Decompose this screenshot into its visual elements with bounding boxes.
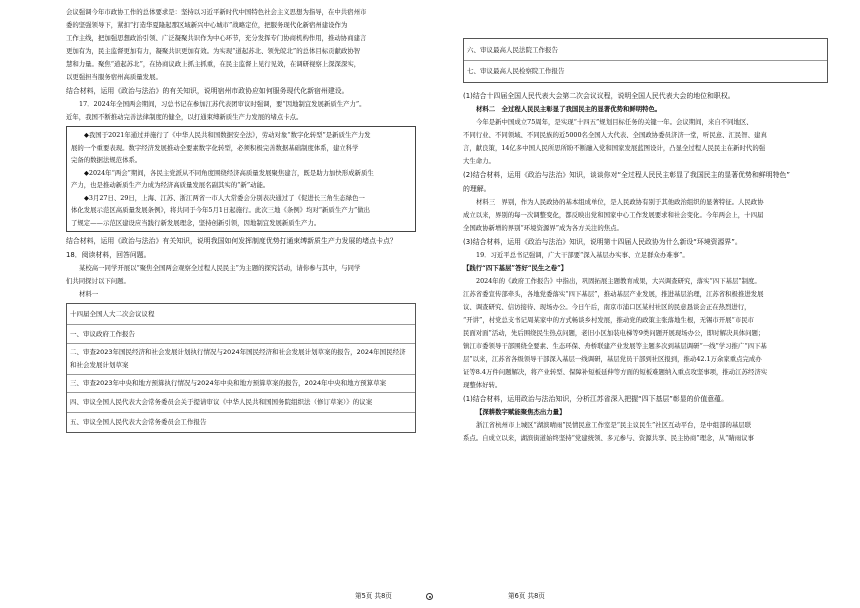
intro-line: 工作主线，把加强思想政治引领、广泛凝聚共识作为中心环节，充分发挥专门协商机构作用，推动协商建言 [66,34,367,42]
agenda-item: 一、审议政府工作报告 [67,325,415,345]
material-1-label: 材料一 [79,290,99,298]
box-line: 展的一个重要表现。数字经济发展推动全要素数字化转型，必须积极完善数据基础制度体系，建立科学 [71,143,359,152]
intro-line: 会议强调今年市政协工作的总体要求是：坚持以习近平新时代中国特色社会主义思想为指导，在中共宿州市 [66,8,367,16]
question-19-subtitle: 【践行“四下基层”答好“民生之卷”】 [463,264,568,272]
question-17-line: 近年，我国不断推动完善法律制度的健全，以打通束缚新质生产力发展的堵点卡点。 [66,113,303,121]
page-number-right: 第6页 共8页 [508,592,545,600]
box-line: 完备的数据法规范体系。 [71,156,142,164]
question-17-ask: 结合材料，运用《政治与法治》有关知识，说明我国如何发挥制度优势打通束缚新质生产力发展的堵点卡点？ [66,237,397,245]
q19-para-line: 现整体好转。 [463,381,502,389]
q19-para2-line: 浙江省杭州市上城区“湖滨晴雨”民情民意工作室是“民主议民生”社区互动平台，是中组部的基层联 [476,421,752,429]
agenda-item: 七、审议最高人民检察院工作报告 [467,67,565,75]
agenda-item: 六、审议最高人民法院工作报告 [464,40,827,61]
material-2-line: 今年是新中国成立75周年，是实现“十四五”规划目标任务的关键一年。会议期间，来自不同地区、 [476,118,753,126]
question-17-line: 17．2024年全国两会期间，习总书记在参加江苏代表团审议时强调，要“因地制宜发展新质生产力”。 [79,100,366,108]
material-3-line: 成立以来，界别的每一次调整变化，都反映出党和国家中心工作发展要求和社会变化。今年两会上，十四届 [463,211,764,219]
question-18-head: 18．阅读材料，回答问题。 [66,251,151,259]
agenda-title: 十四届全国人大二次会议议程 [67,305,415,325]
agenda-table [66,303,416,433]
question-19-1: (1)结合材料，运用政治与法治知识，分析江苏省深入把握“四下基层”彰显的价值意蕴。 [463,395,728,403]
agenda-item: 二、审查2023年国民经济和社会发展计划执行情况与2024年国民经济和社会发展计划草案的报告，2024年国民经济和社会发展计划草案 [67,344,415,375]
box-line: 产力，也是推动新质生产力成为经济高质量发展名副其实的“新”动能。 [71,181,270,189]
box-line: ◆2024年“两会”期间，各民主党派从不同角度围绕经济高质量发展聚焦建言，既是助力加快形成新质生 [84,168,374,177]
right-page [430,0,860,608]
q19-para-line: 镇江市委领导干部围绕全要素、生态环保、舟桥联建产业发展等主题多次到基层调研“一线”学习推广“四下基 [463,342,767,350]
box-line: ◆3月27日、29日，上海、江苏、浙江两省一市人大常委会分别表决通过了《促进长三角生态绿色一 [84,193,365,202]
left-column [66,6,416,433]
material-box [66,126,416,232]
q19-para-line: 证等8.4万件问题解决，将产业转型、保障补短板延伸等方面的短板难题纳入重点攻坚事项，推动江苏经济实 [463,368,768,376]
question-16-prompt: 结合材料，运用《政治与法治》的有关知识，说明宿州市政协应如何服务现代化新宿州建设。 [66,87,349,95]
box-line: 了规定——示范区建设应当践行新发展理念，坚持创新引领，因地制宜发展新质生产力。 [71,218,321,227]
question-18-line: 们共同探讨以下问题。 [66,277,130,285]
q19-para-line: 江苏省委宣传部牵头，各地党委落实“四下基层”，推动基层产业发展，推进基层治理，江苏省积极推进发展 [463,290,764,298]
material-2-line: 大生命力。 [463,157,495,165]
q19-para-line: 层”以来，江苏省各级领导干部深入基层一线调研，基层党员干部到社区报到，推动42.1万余家重点完成办 [463,355,762,363]
right-column [463,6,828,445]
agenda-table-continued [463,38,828,83]
agenda-item: 五、审议全国人民代表大会常务委员会工作报告 [70,417,207,426]
agenda-item: 四、审议全国人民代表大会常务委员会关于提请审议《中华人民共和国国务院组织法（修订草案）》的议案 [67,393,415,413]
question-18-2: (2)结合材料，运用《政治与法治》知识，谈谈你对“全过程人民民主彰显了我国民主的显著优势和鲜明特色” [463,171,790,179]
page-number-left: 第5页 共8页 [355,592,392,600]
material-2-head: 材料二 全过程人民民主彰显了我国民主的显著优势和鲜明特色。 [476,105,662,113]
q19-para2-line: 系点。自成立以来，湖滨街道始终坚持“党建统领、多元参与、资源共享、民主协商”理念，从“睛雨议事 [463,434,754,442]
question-18-3: (3)结合材料，运用《政治与法治》知识，说明第十四届人民政协为什么新设“环境资源界”。 [463,238,742,246]
box-line: 体化发展示范区高质量发展条例》，将共同于今年5月1日起施行。此次三地《条例》均对“新质生产力”做出 [71,206,371,214]
material-2-line: 言，献良策，14亿多中国人民所思所盼不断融入党和国家发展蓝图设计，凸显全过程人民民主在新时代的强 [463,144,766,152]
question-19-head: 19．习近平总书记强调，广大干部要“深入基层办实事、立足群众办难事”。 [476,251,689,259]
intro-line: 以更强担当服务宿州高质量发展。 [66,73,162,81]
q19-para-line: 2024年的《政府工作报告》中指出，巩固拓展主题教育成果，大兴调查研究，落实“四下基层”制度。 [476,277,761,285]
box-line: ◆我国于2021年通过并施行了《中华人民共和国数据安全法》，劳动对象“数字化转型”是新质生产力发 [84,131,371,139]
intro-line: 慧和力量。聚焦“道起苏北”，在协商议政上抓主抓重，在民主监督上见行见效，在调研视察上深深深实， [66,60,361,68]
intro-line: 更加有为，民主监督更加有力，凝聚共识更加有效。为实现“道起苏北、领先皖北”的总体目标贡献政协智 [66,47,361,55]
material-3-line: 全国政协新增的界别“环境资源界”成为各方关注的焦点。 [463,224,623,232]
question-18-2: 的理解。 [463,185,491,193]
q19-para-line: 民面对面”活动，先后围绕民生热点问题，老旧小区加装电梯等9类问题开展现场办公，即时解决具体问题； [463,329,765,337]
material-2-line: 不同行业、不同领域、不同民族的近5000名全国人大代表、全国政协委员济济一堂，听民意、汇民智、建真 [463,131,767,139]
agenda-item: 三、审查2023年中央和地方预算执行情况与2024年中央和地方预算草案的报告，2024年中央和地方预算草案 [67,375,415,393]
intro-line: 委的坚强领导下，紧扣“打造华夏隆起那区域新兴中心城市”战略定位，把服务现代化新宿州建设作为 [66,21,348,29]
q19-para-line: “开讲”，村党总支书记周某家中的方式畅谈乡村发展，推动党的政策主张落地生根，无锡市开展“市民市 [463,316,754,324]
question-18-line: 某校高一同学开展以“聚焦全国两会观察全过程人民民主”为主题的探究活动，请你参与其中，与同学 [79,264,361,272]
question-19-subtitle-2: 【深耕数字赋能聚焦杰出力量】 [476,408,566,416]
material-3-line: 材料三 界别，作为人民政协的基本组成单位，是人民政协有别于其他政治组织的显著特征。人民政协 [476,198,764,206]
question-18-1: (1)结合十四届全国人民代表大会第二次会议议程，说明全国人民代表大会的地位和职权。 [463,92,735,100]
q19-para-line: 议、调查研究、信访接待、现场办公。今日午后，南京市浦口区某村社区的民意恳谈会正在热烈进行， [463,303,751,311]
